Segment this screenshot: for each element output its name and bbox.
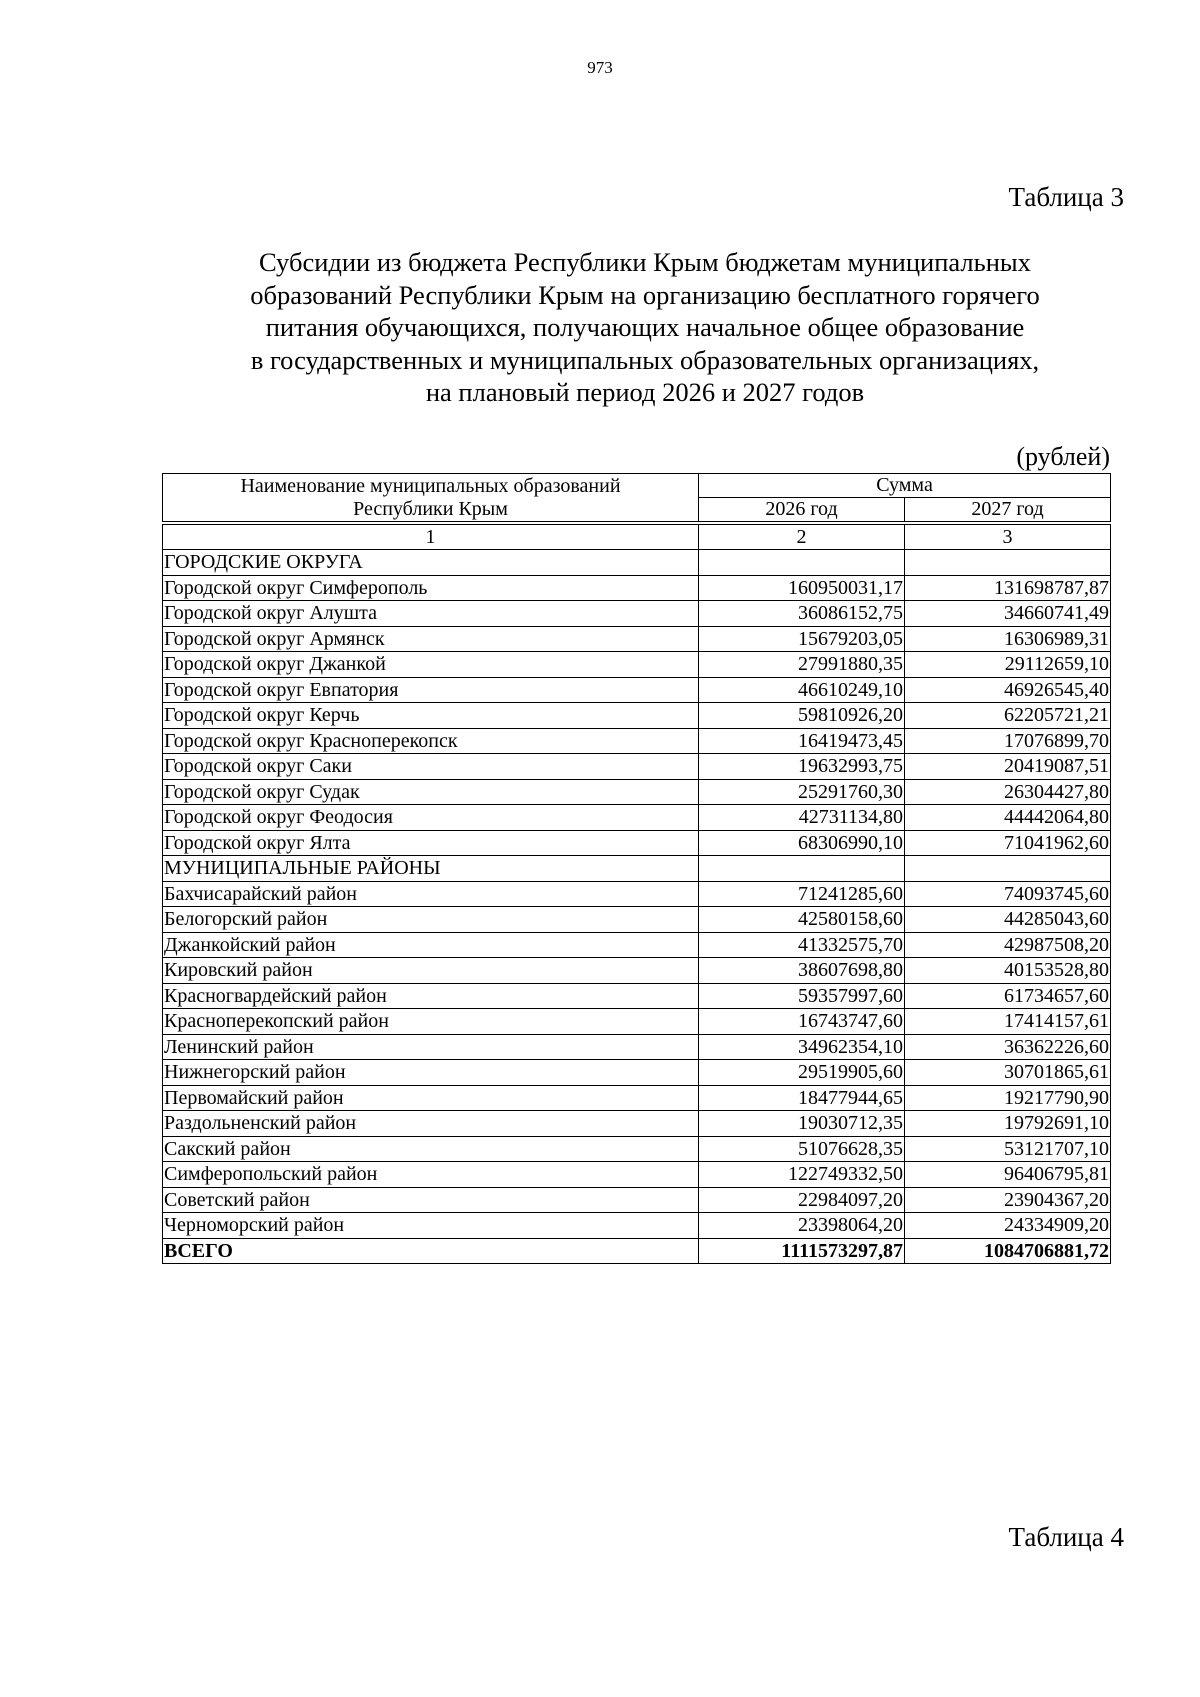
row-name: Симферопольский район [163,1162,699,1188]
table-row [163,575,1111,601]
row-value-2026: 19632993,75 [699,754,905,780]
row-name: Городской округ Красноперекопск [163,728,699,754]
row-value-2026: 25291760,30 [699,779,905,805]
row-name: Городской округ Керчь [163,703,699,729]
row-value-2026: 68306990,10 [699,830,905,856]
row-name: Городской округ Симферополь [163,575,699,601]
column-number-2: 2 [699,525,905,550]
row-name: Городской округ Армянск [163,626,699,652]
header-sum-cell: Сумма [699,474,1111,498]
table-row [163,907,1111,933]
row-value-2026: 41332575,70 [699,932,905,958]
empty-cell [699,856,905,882]
row-value-2027: 62205721,21 [905,703,1111,729]
row-value-2027: 42987508,20 [905,932,1111,958]
title-line: Субсидии из бюджета Республики Крым бюджетам муниципальных [259,247,1031,277]
row-name: Сакский район [163,1136,699,1162]
header-name-line1: Наименование муниципальных образований [240,474,621,497]
table-row [163,1085,1111,1111]
row-value-2026: 38607698,80 [699,958,905,984]
table-row [163,1162,1111,1188]
table-4-label: Таблица 4 [1008,1522,1124,1552]
row-name: Черноморский район [163,1213,699,1239]
row-value-2027: 16306989,31 [905,626,1111,652]
row-value-2027: 34660741,49 [905,601,1111,627]
table-row [163,677,1111,703]
table-row [163,652,1111,678]
table-row [163,1111,1111,1137]
empty-cell [699,550,905,576]
row-value-2027: 36362226,60 [905,1034,1111,1060]
table-row [163,881,1111,907]
row-value-2026: 18477944,65 [699,1085,905,1111]
column-number-3: 3 [905,525,1111,550]
row-name: Белогорский район [163,907,699,933]
table-row [163,728,1111,754]
row-name: Городской округ Джанкой [163,652,699,678]
table-row [163,1009,1111,1035]
row-value-2026: 160950031,17 [699,575,905,601]
section-district-label: МУНИЦИПАЛЬНЫЕ РАЙОНЫ [163,856,699,882]
row-value-2027: 53121707,10 [905,1136,1111,1162]
row-name: Городской округ Евпатория [163,677,699,703]
row-value-2027: 30701865,61 [905,1060,1111,1086]
row-value-2027: 44442064,80 [905,805,1111,831]
empty-cell [905,550,1111,576]
row-name: Красногвардейский район [163,983,699,1009]
section-city-label: ГОРОДСКИЕ ОКРУГА [163,550,699,576]
row-value-2026: 122749332,50 [699,1162,905,1188]
row-name: Красноперекопский район [163,1009,699,1035]
table-3-label: Таблица 3 [1008,182,1124,212]
row-name: Советский район [163,1187,699,1213]
row-name: Джанкойский район [163,932,699,958]
total-row [163,1238,1111,1264]
row-name: Городской округ Судак [163,779,699,805]
table-row [163,830,1111,856]
row-name: ВСЕГО [163,1238,699,1264]
row-value-2027: 17414157,61 [905,1009,1111,1035]
row-name: Городской округ Феодосия [163,805,699,831]
row-name: Бахчисарайский район [163,881,699,907]
row-value-2027: 46926545,40 [905,677,1111,703]
table-row [163,1034,1111,1060]
row-value-2026: 59810926,20 [699,703,905,729]
row-value-2026: 16419473,45 [699,728,905,754]
row-value-2026: 22984097,20 [699,1187,905,1213]
header-name-line2: Республики Крым [353,497,508,520]
subsidy-table [162,473,1111,1264]
row-value-2026: 1111573297,87 [699,1238,905,1264]
row-value-2026: 59357997,60 [699,983,905,1009]
empty-cell [905,856,1111,882]
row-value-2026: 19030712,35 [699,1111,905,1137]
row-value-2026: 15679203,05 [699,626,905,652]
section-row-district [163,856,1111,882]
table-row [163,1060,1111,1086]
row-value-2027: 74093745,60 [905,881,1111,907]
row-value-2026: 29519905,60 [699,1060,905,1086]
table-row [163,703,1111,729]
row-value-2027: 61734657,60 [905,983,1111,1009]
row-value-2027: 1084706881,72 [905,1238,1111,1264]
row-value-2027: 71041962,60 [905,830,1111,856]
row-value-2027: 23904367,20 [905,1187,1111,1213]
row-value-2026: 42731134,80 [699,805,905,831]
header-year-2026: 2026 год [699,498,905,522]
table-row [163,601,1111,627]
title-line: в государственных и муниципальных образовательных организациях, [250,344,1040,375]
table-row [163,958,1111,984]
table-row [163,805,1111,831]
row-name: Городской округ Саки [163,754,699,780]
row-value-2026: 34962354,10 [699,1034,905,1060]
row-value-2027: 17076899,70 [905,728,1111,754]
page-number: 973 [587,58,613,77]
row-value-2027: 29112659,10 [905,652,1111,678]
table-row [163,754,1111,780]
row-value-2027: 96406795,81 [905,1162,1111,1188]
row-value-2026: 46610249,10 [699,677,905,703]
row-value-2027: 26304427,80 [905,779,1111,805]
table-row [163,1213,1111,1239]
row-name: Кировский район [163,958,699,984]
row-value-2027: 19217790,90 [905,1085,1111,1111]
row-value-2027: 24334909,20 [905,1213,1111,1239]
table-row [163,932,1111,958]
title-line: питания обучающихся, получающих начальное общее образование [265,312,1025,342]
row-value-2026: 51076628,35 [699,1136,905,1162]
row-name: Ленинский район [163,1034,699,1060]
row-name: Раздольненский район [163,1111,699,1137]
row-value-2026: 36086152,75 [699,601,905,627]
section-row-city [163,550,1111,576]
row-value-2026: 16743747,60 [699,1009,905,1035]
row-value-2026: 23398064,20 [699,1213,905,1239]
row-name: Нижнегорский район [163,1060,699,1086]
document-title [0,246,1200,409]
table-row [163,1136,1111,1162]
header-year-2027: 2027 год [905,498,1111,522]
table-row [163,983,1111,1009]
table-row [163,1187,1111,1213]
units-label: (рублей) [1016,442,1110,471]
table-row [163,779,1111,805]
row-value-2027: 44285043,60 [905,907,1111,933]
title-line: на плановый период 2026 и 2027 годов [425,377,865,407]
row-value-2027: 131698787,87 [905,575,1111,601]
row-name: Городской округ Ялта [163,830,699,856]
column-number-1: 1 [163,525,699,550]
row-value-2026: 42580158,60 [699,907,905,933]
row-name: Городской округ Алушта [163,601,699,627]
table-row [163,626,1111,652]
row-value-2027: 20419087,51 [905,754,1111,780]
title-line: образований Республики Крым на организацию бесплатного горячего [250,279,1040,310]
row-value-2026: 27991880,35 [699,652,905,678]
row-value-2027: 19792691,10 [905,1111,1111,1137]
row-value-2027: 40153528,80 [905,958,1111,984]
row-value-2026: 71241285,60 [699,881,905,907]
row-name: Первомайский район [163,1085,699,1111]
header-name-cell [163,474,699,522]
